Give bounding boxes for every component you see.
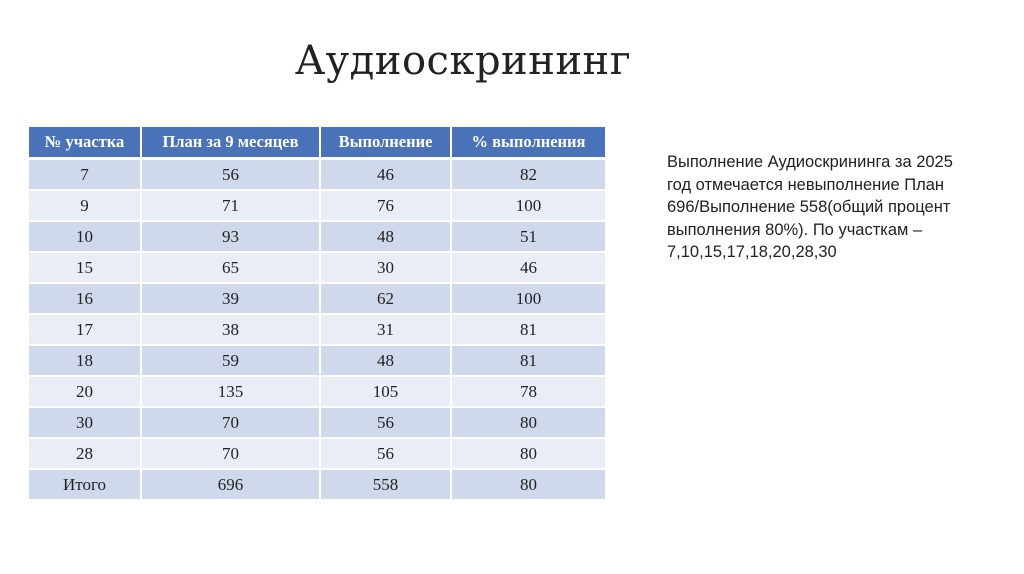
cell-completed: 76 [320, 190, 451, 221]
cell-completed: 30 [320, 252, 451, 283]
cell-completed: 48 [320, 345, 451, 376]
cell-site: 9 [29, 190, 141, 221]
cell-site: 18 [29, 345, 141, 376]
cell-completed: 46 [320, 159, 451, 191]
cell-site: 17 [29, 314, 141, 345]
cell-percent: 81 [451, 314, 605, 345]
cell-percent: 80 [451, 407, 605, 438]
table-row [29, 221, 605, 252]
cell-percent: 82 [451, 159, 605, 191]
cell-plan: 59 [141, 345, 320, 376]
table-row [29, 407, 605, 438]
cell-plan: 70 [141, 438, 320, 469]
slide-title: Аудиоскрининг [294, 38, 632, 84]
cell-percent: 80 [451, 438, 605, 469]
cell-percent: 100 [451, 283, 605, 314]
table-row [29, 314, 605, 345]
cell-plan: 38 [141, 314, 320, 345]
cell-site: 20 [29, 376, 141, 407]
table-header-row [29, 127, 605, 159]
cell-plan: 71 [141, 190, 320, 221]
cell-site: 7 [29, 159, 141, 191]
cell-plan: 70 [141, 407, 320, 438]
cell-site: 15 [29, 252, 141, 283]
audioscreening-table [29, 127, 605, 501]
cell-site: 16 [29, 283, 141, 314]
summary-note: Выполнение Аудиоскрининга за 2025 год отмечается невыполнение План 696/Выполнение 558(общий процент выполнения 80%). По участкам – 7,10,15,17,18,20,28,30 [667, 153, 953, 262]
cell-completed: 56 [320, 438, 451, 469]
cell-completed: 48 [320, 221, 451, 252]
table-total-row [29, 469, 605, 500]
cell-completed: 105 [320, 376, 451, 407]
cell-plan: 65 [141, 252, 320, 283]
cell-completed: 31 [320, 314, 451, 345]
cell-site: 28 [29, 438, 141, 469]
table-row [29, 159, 605, 191]
header-plan-9-months: План за 9 месяцев [141, 127, 320, 159]
cell-total-completed: 558 [320, 469, 451, 500]
table-row [29, 345, 605, 376]
cell-plan: 39 [141, 283, 320, 314]
cell-plan: 135 [141, 376, 320, 407]
cell-completed: 62 [320, 283, 451, 314]
cell-plan: 93 [141, 221, 320, 252]
cell-site: 10 [29, 221, 141, 252]
cell-percent: 81 [451, 345, 605, 376]
cell-total-percent: 80 [451, 469, 605, 500]
cell-site: 30 [29, 407, 141, 438]
cell-plan: 56 [141, 159, 320, 191]
header-site-number: № участка [29, 127, 141, 159]
cell-total-plan: 696 [141, 469, 320, 500]
cell-percent: 51 [451, 221, 605, 252]
cell-percent: 46 [451, 252, 605, 283]
header-percent-completed: % выполнения [451, 127, 605, 159]
cell-percent: 100 [451, 190, 605, 221]
cell-percent: 78 [451, 376, 605, 407]
table-row [29, 376, 605, 407]
table-row [29, 438, 605, 469]
cell-completed: 56 [320, 407, 451, 438]
cell-total-label: Итого [29, 469, 141, 500]
table-row [29, 190, 605, 221]
table-row [29, 283, 605, 314]
table-row [29, 252, 605, 283]
header-completed: Выполнение [320, 127, 451, 159]
